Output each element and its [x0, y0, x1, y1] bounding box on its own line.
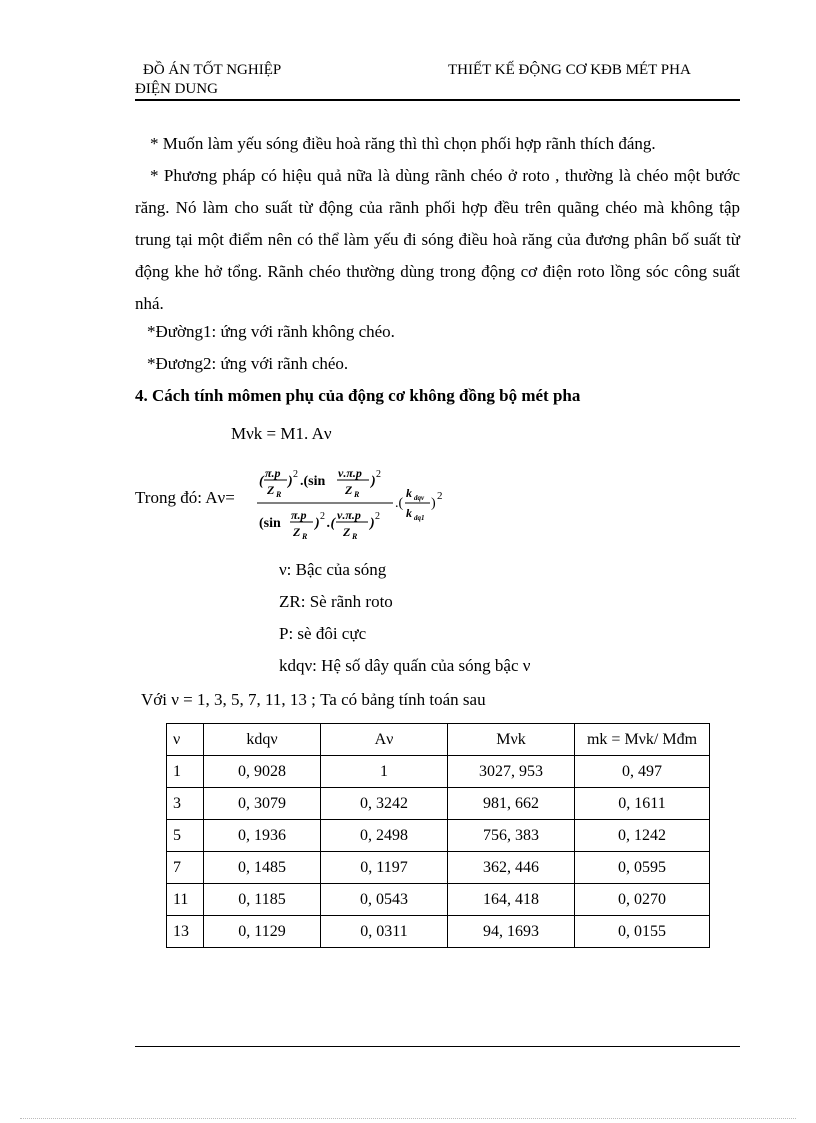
- cell-a: 1: [321, 756, 448, 788]
- formula-intro: Trong đó: Aν=: [135, 488, 235, 507]
- svg-text:2: 2: [293, 469, 298, 480]
- svg-text:2: 2: [376, 469, 381, 480]
- cell-a: 0, 0311: [321, 916, 448, 948]
- cell-a: 0, 1197: [321, 852, 448, 884]
- page-edge: [20, 1118, 796, 1119]
- header-divider: [135, 99, 740, 101]
- col-header-nu: ν: [167, 724, 204, 756]
- svg-text:(sin: (sin: [259, 516, 281, 531]
- cell-kdq: 0, 1185: [204, 884, 321, 916]
- svg-text:): ): [370, 516, 375, 531]
- paragraph-3: *Đường1: ứng với rãnh không chéo.: [147, 322, 395, 341]
- svg-text:Z: Z: [343, 525, 351, 539]
- svg-text:): ): [288, 474, 293, 489]
- cell-m: 362, 446: [448, 852, 575, 884]
- definition-winding-factor: kdqν: Hệ số dây quấn của sóng bậc ν: [279, 656, 531, 675]
- table-row: [167, 788, 710, 820]
- svg-text:.(: .(: [327, 516, 336, 531]
- svg-text:R: R: [276, 490, 282, 499]
- header-author: ĐIỆN DUNG: [135, 81, 218, 97]
- svg-text:2: 2: [320, 511, 325, 522]
- formula-a-nu: [255, 455, 455, 545]
- table-row: [167, 820, 710, 852]
- cell-nu: 3: [167, 788, 204, 820]
- cell-nu: 5: [167, 820, 204, 852]
- paragraph-4: *Đương2: ứng với rãnh chéo.: [147, 354, 349, 373]
- cell-mk: 0, 1242: [575, 820, 710, 852]
- svg-text:): ): [371, 474, 376, 489]
- cell-kdq: 0, 9028: [204, 756, 321, 788]
- svg-text:.(sin: .(sin: [300, 474, 326, 489]
- cell-mk: 0, 0595: [575, 852, 710, 884]
- cell-mk: 0, 0270: [575, 884, 710, 916]
- table-row: [167, 916, 710, 948]
- cell-kdq: 0, 1485: [204, 852, 321, 884]
- definition-pole-pairs: P: sè đôi cực: [279, 624, 367, 643]
- col-header-mk: mk = Mνk/ Mđm: [575, 724, 710, 756]
- svg-text:R: R: [354, 490, 360, 499]
- cell-nu: 13: [167, 916, 204, 948]
- svg-text:R: R: [352, 532, 358, 541]
- svg-text:R: R: [302, 532, 308, 541]
- svg-text:ν.π.p: ν.π.p: [338, 466, 362, 480]
- cell-m: 756, 383: [448, 820, 575, 852]
- cell-nu: 7: [167, 852, 204, 884]
- cell-kdq: 0, 1129: [204, 916, 321, 948]
- cell-a: 0, 0543: [321, 884, 448, 916]
- cell-m: 94, 1693: [448, 916, 575, 948]
- cell-a: 0, 2498: [321, 820, 448, 852]
- svg-text:dqν: dqν: [414, 494, 425, 502]
- svg-text:Z: Z: [293, 525, 301, 539]
- svg-text:Z: Z: [345, 483, 353, 497]
- svg-text:ν.π.p: ν.π.p: [337, 508, 361, 522]
- cell-m: 164, 418: [448, 884, 575, 916]
- svg-text:dq1: dq1: [414, 514, 425, 522]
- formula-main: [231, 424, 332, 444]
- svg-text:(: (: [259, 474, 264, 489]
- paragraph-2: * Phương pháp có hiệu quả nữa là dùng rãnh chéo ở roto , thường là chéo một bước răng. Nó làm cho suất từ động của rãnh phối hợp đều trên quãng chéo mà không tập trung tại một điểm nên có thể làm yếu đi sóng điều hoà răng của đương phân bố suất từ động khe hở tổng. Rãnh chéo thường dùng trong động cơ điện roto lồng sóc công suất nhá.: [135, 166, 740, 313]
- formula-main-text: Mνk = M1. Aν: [231, 424, 332, 443]
- svg-text:): ): [431, 496, 436, 511]
- table-row: [167, 756, 710, 788]
- cell-mk: 0, 1611: [575, 788, 710, 820]
- cell-m: 981, 662: [448, 788, 575, 820]
- paragraph-1: * Muốn làm yếu sóng điều hoà răng thì thì chọn phối hợp rãnh thích đáng.: [150, 134, 656, 153]
- table-row: [167, 852, 710, 884]
- cell-a: 0, 3242: [321, 788, 448, 820]
- cell-mk: 0, 497: [575, 756, 710, 788]
- svg-text:.(: .(: [395, 496, 404, 511]
- col-header-a: Aν: [321, 724, 448, 756]
- table-header-row: [167, 724, 710, 756]
- cell-nu: 11: [167, 884, 204, 916]
- svg-text:k: k: [406, 506, 412, 520]
- section-heading: 4. Cách tính mômen phụ của động cơ không đồng bộ mét pha: [135, 386, 581, 405]
- col-header-m: Mνk: [448, 724, 575, 756]
- svg-text:Z: Z: [267, 483, 275, 497]
- definition-order: ν: Bậc của sóng: [279, 560, 387, 579]
- table-intro: Với ν = 1, 3, 5, 7, 11, 13 ; Ta có bảng tính toán sau: [141, 690, 486, 709]
- results-table: [166, 723, 710, 948]
- svg-text:2: 2: [375, 511, 380, 522]
- header-title-right: THIẾT KẾ ĐỘNG CƠ KĐB MÉT PHA: [448, 62, 691, 78]
- svg-text:): ): [315, 516, 320, 531]
- cell-m: 3027, 953: [448, 756, 575, 788]
- svg-text:k: k: [406, 486, 412, 500]
- table-row: [167, 884, 710, 916]
- cell-kdq: 0, 3079: [204, 788, 321, 820]
- svg-text:π.p: π.p: [265, 466, 281, 480]
- cell-nu: 1: [167, 756, 204, 788]
- svg-text:2: 2: [437, 490, 443, 502]
- header-title-left: ĐỒ ÁN TỐT NGHIỆP: [143, 62, 282, 78]
- cell-kdq: 0, 1936: [204, 820, 321, 852]
- col-header-kdq: kdqν: [204, 724, 321, 756]
- footer-divider: [135, 1046, 740, 1047]
- cell-mk: 0, 0155: [575, 916, 710, 948]
- svg-text:π.p: π.p: [291, 508, 307, 522]
- definition-slots: ZR: Sè rãnh roto: [279, 592, 393, 611]
